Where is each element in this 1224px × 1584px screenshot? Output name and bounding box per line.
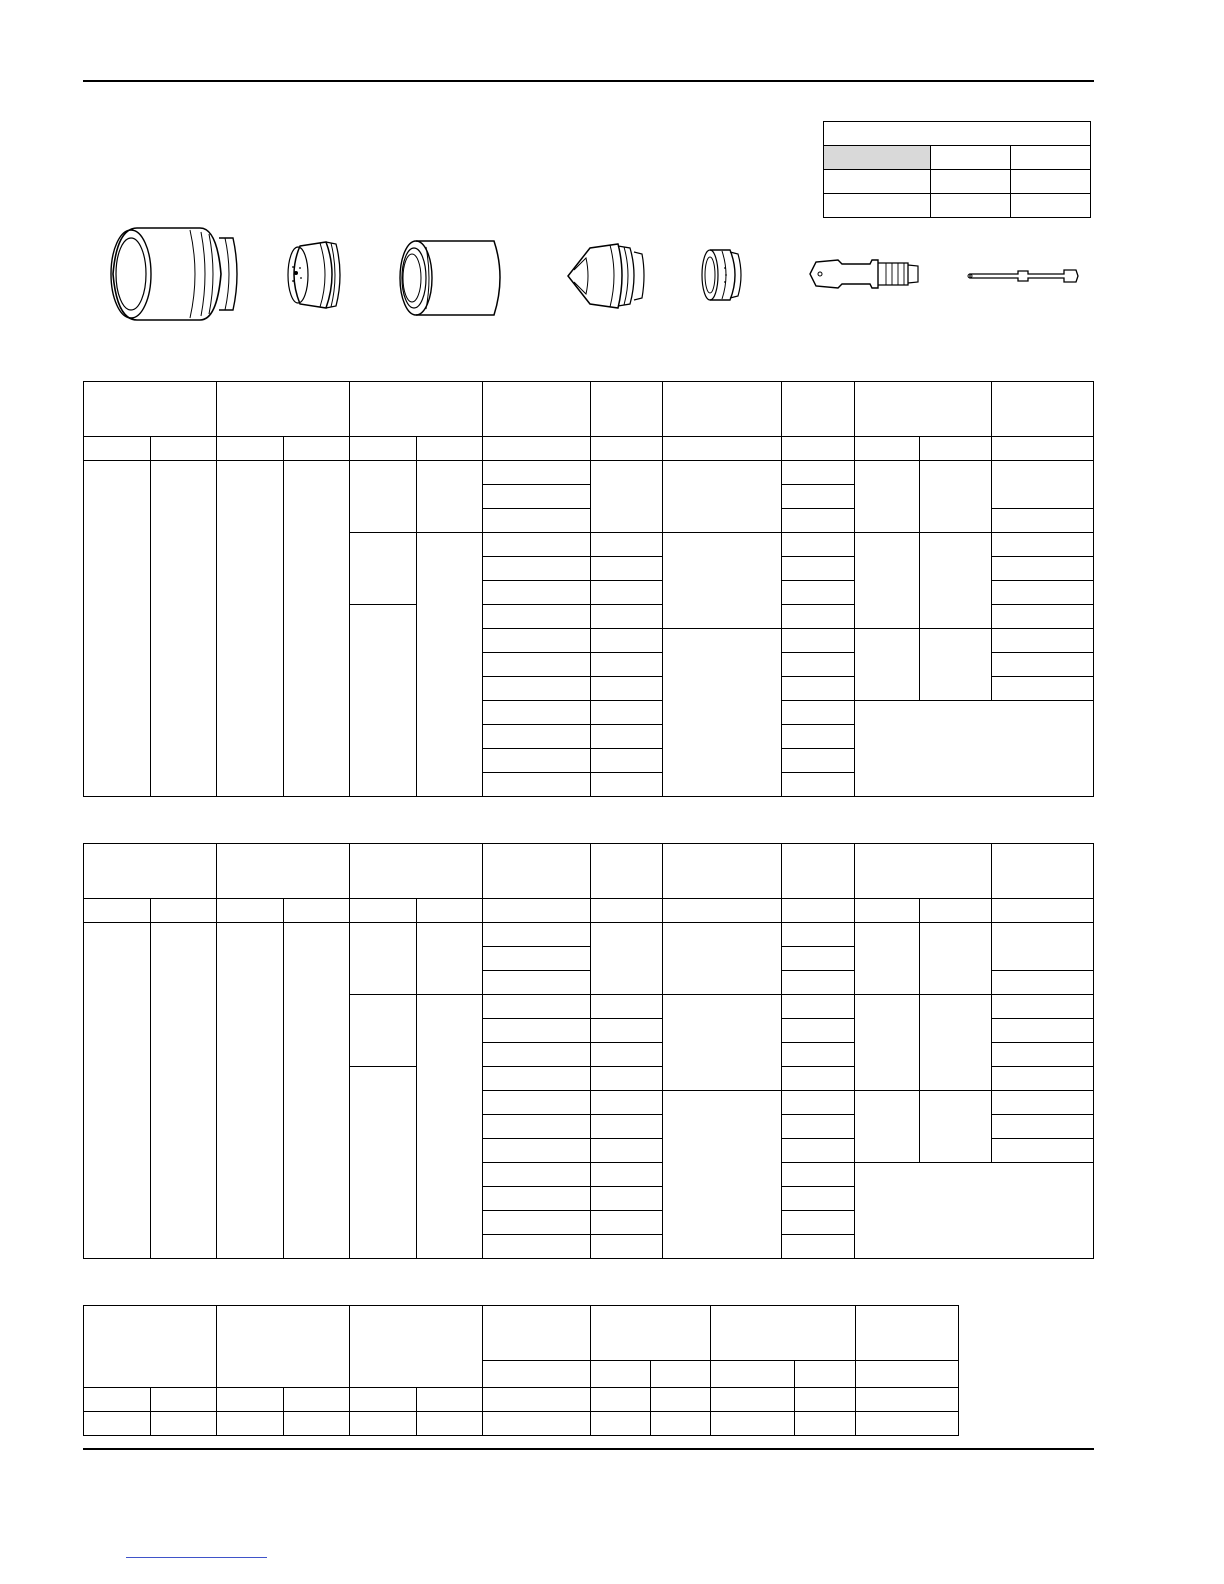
data-cell [920, 923, 992, 995]
data-cell [483, 1091, 591, 1115]
subheader-cell [84, 899, 151, 923]
data-cell [591, 653, 663, 677]
subheader-cell [350, 437, 417, 461]
data-cell [84, 1412, 151, 1436]
header-cell [84, 382, 217, 437]
data-cell [782, 557, 855, 581]
data-cell [920, 995, 992, 1091]
data-cell [855, 629, 920, 701]
header-cell [663, 382, 782, 437]
data-cell [782, 677, 855, 701]
summary-table [83, 1305, 959, 1436]
data-cell [483, 677, 591, 701]
data-cell [992, 533, 1094, 557]
data-cell [992, 629, 1094, 653]
data-cell [483, 971, 591, 995]
water-tube-part [966, 266, 1081, 286]
legend-cell [824, 146, 931, 170]
subheader-cell [795, 1361, 856, 1388]
subheader-cell [483, 437, 591, 461]
data-cell [591, 725, 663, 749]
data-cell [663, 1091, 782, 1259]
data-cell [591, 605, 663, 629]
data-cell [855, 701, 1094, 797]
subheader-cell [855, 437, 920, 461]
data-cell [992, 1043, 1094, 1067]
data-cell [782, 605, 855, 629]
data-cell [855, 1163, 1094, 1259]
data-cell [992, 677, 1094, 701]
data-cell [663, 923, 782, 995]
data-cell [151, 923, 217, 1259]
data-cell [992, 581, 1094, 605]
data-cell [483, 725, 591, 749]
data-cell [483, 1067, 591, 1091]
subheader-cell [591, 1361, 651, 1388]
data-cell [992, 1091, 1094, 1115]
data-cell [591, 1235, 663, 1259]
data-cell [855, 1091, 920, 1163]
subheader-cell [151, 899, 217, 923]
subheader-cell [711, 1361, 795, 1388]
header-cell [217, 844, 350, 899]
data-cell [217, 923, 284, 1259]
data-cell [782, 1067, 855, 1091]
data-cell [663, 629, 782, 797]
subheader-cell [151, 437, 217, 461]
data-cell [920, 461, 992, 533]
header-cell [992, 382, 1094, 437]
data-cell [483, 581, 591, 605]
subheader-cell [591, 437, 663, 461]
data-cell [483, 557, 591, 581]
data-cell [782, 509, 855, 533]
data-cell [663, 461, 782, 533]
legend-cell [1011, 170, 1091, 194]
top-rule [83, 80, 1094, 82]
header-cell [350, 1306, 483, 1388]
data-cell [992, 1139, 1094, 1163]
shield-part [105, 222, 245, 327]
data-cell [795, 1388, 856, 1412]
data-cell [483, 605, 591, 629]
data-cell [782, 725, 855, 749]
data-cell [284, 1412, 350, 1436]
legend-cell [931, 194, 1011, 218]
data-cell [483, 1043, 591, 1067]
data-cell [284, 461, 350, 797]
data-cell [483, 1019, 591, 1043]
data-cell [483, 701, 591, 725]
subheader-cell [782, 899, 855, 923]
subheader-cell [284, 437, 350, 461]
subheader-cell [217, 899, 284, 923]
data-cell [350, 1388, 417, 1412]
data-cell [417, 533, 483, 797]
data-cell [591, 995, 663, 1019]
data-cell [782, 947, 855, 971]
data-cell [591, 923, 663, 995]
data-cell [483, 1139, 591, 1163]
data-cell [591, 1043, 663, 1067]
data-cell [591, 773, 663, 797]
header-cell [663, 844, 782, 899]
data-cell [992, 461, 1094, 509]
header-cell [591, 382, 663, 437]
legend-cell [931, 146, 1011, 170]
data-cell [782, 533, 855, 557]
data-cell [782, 461, 855, 485]
data-cell [350, 995, 417, 1067]
data-cell [483, 1412, 591, 1436]
data-cell [992, 605, 1094, 629]
data-cell [782, 1235, 855, 1259]
data-cell [483, 947, 591, 971]
data-cell [992, 923, 1094, 971]
data-cell [591, 1211, 663, 1235]
data-cell [483, 533, 591, 557]
data-cell [663, 995, 782, 1091]
header-cell [856, 1306, 959, 1361]
data-cell [591, 581, 663, 605]
data-cell [483, 1187, 591, 1211]
data-cell [591, 629, 663, 653]
consumable-parts-row [100, 220, 1090, 335]
data-cell [591, 461, 663, 533]
data-cell [417, 923, 483, 995]
subheader-cell [417, 899, 483, 923]
data-cell [782, 581, 855, 605]
data-cell [711, 1412, 795, 1436]
subheader-cell [992, 437, 1094, 461]
bottom-rule [83, 1448, 1094, 1450]
data-cell [992, 1019, 1094, 1043]
data-cell [992, 509, 1094, 533]
header-cell [217, 1306, 350, 1388]
data-cell [151, 1388, 217, 1412]
subheader-cell [856, 1361, 959, 1388]
legend-cell [1011, 194, 1091, 218]
legend-title-cell [824, 122, 1091, 146]
header-cell [591, 844, 663, 899]
data-cell [483, 923, 591, 947]
data-cell [217, 1412, 284, 1436]
data-cell [84, 1388, 151, 1412]
header-cell [84, 1306, 217, 1388]
data-cell [350, 1412, 417, 1436]
data-cell [992, 1067, 1094, 1091]
data-cell [782, 1043, 855, 1067]
data-cell [855, 533, 920, 629]
process-table-2 [83, 843, 1094, 1259]
data-cell [350, 1067, 417, 1259]
data-cell [417, 1412, 483, 1436]
subheader-cell [483, 899, 591, 923]
data-cell [782, 1091, 855, 1115]
header-cell [350, 382, 483, 437]
data-cell [591, 1163, 663, 1187]
data-cell [417, 461, 483, 533]
data-cell [483, 1235, 591, 1259]
footer-link[interactable] [126, 1557, 267, 1558]
data-cell [591, 1019, 663, 1043]
data-cell [591, 1412, 651, 1436]
legend-cell [1011, 146, 1091, 170]
data-cell [483, 485, 591, 509]
legend-cell [931, 170, 1011, 194]
data-cell [782, 1187, 855, 1211]
data-cell [782, 1139, 855, 1163]
data-cell [483, 461, 591, 485]
data-cell [591, 677, 663, 701]
header-cell [350, 844, 483, 899]
subheader-cell [417, 437, 483, 461]
data-cell [782, 749, 855, 773]
data-cell [782, 485, 855, 509]
data-cell [591, 557, 663, 581]
data-cell [920, 1091, 992, 1163]
header-cell [855, 844, 992, 899]
header-cell [992, 844, 1094, 899]
data-cell [483, 1211, 591, 1235]
data-cell [795, 1412, 856, 1436]
data-cell [591, 1067, 663, 1091]
retaining-cap-part [390, 235, 510, 320]
data-cell [483, 1163, 591, 1187]
data-cell [350, 461, 417, 533]
subheader-cell [217, 437, 284, 461]
data-cell [782, 1115, 855, 1139]
data-cell [855, 923, 920, 995]
subheader-cell [920, 899, 992, 923]
swirl-ring-part [698, 246, 748, 304]
subheader-cell [663, 899, 782, 923]
data-cell [782, 701, 855, 725]
nozzle-part [560, 238, 650, 313]
subheader-cell [663, 437, 782, 461]
data-cell [920, 533, 992, 629]
data-cell [782, 1019, 855, 1043]
data-cell [663, 533, 782, 629]
data-cell [591, 1115, 663, 1139]
header-cell [782, 844, 855, 899]
data-cell [856, 1412, 959, 1436]
data-cell [417, 995, 483, 1259]
data-cell [992, 971, 1094, 995]
data-cell [591, 1091, 663, 1115]
subheader-cell [651, 1361, 711, 1388]
data-cell [483, 995, 591, 1019]
data-cell [350, 533, 417, 605]
data-cell [782, 995, 855, 1019]
data-cell [992, 995, 1094, 1019]
data-cell [350, 923, 417, 995]
subheader-cell [992, 899, 1094, 923]
data-cell [483, 1388, 591, 1412]
data-cell [151, 1412, 217, 1436]
header-cell [483, 382, 591, 437]
data-cell [992, 1115, 1094, 1139]
header-cell [217, 382, 350, 437]
legend-cell [824, 170, 931, 194]
data-cell [483, 629, 591, 653]
subheader-cell [84, 437, 151, 461]
data-cell [782, 629, 855, 653]
subheader-cell [855, 899, 920, 923]
data-cell [782, 1163, 855, 1187]
subheader-cell [920, 437, 992, 461]
header-cell [483, 844, 591, 899]
data-cell [483, 749, 591, 773]
data-cell [84, 461, 151, 797]
subheader-cell [483, 1361, 591, 1388]
subheader-cell [350, 899, 417, 923]
data-cell [591, 1139, 663, 1163]
data-cell [782, 773, 855, 797]
subheader-cell [284, 899, 350, 923]
data-cell [284, 1388, 350, 1412]
data-cell [651, 1388, 711, 1412]
subheader-cell [782, 437, 855, 461]
data-cell [217, 1388, 284, 1412]
data-cell [591, 1388, 651, 1412]
data-cell [84, 923, 151, 1259]
header-cell [711, 1306, 856, 1361]
data-cell [855, 461, 920, 533]
data-cell [711, 1388, 795, 1412]
data-cell [483, 773, 591, 797]
header-cell [483, 1306, 591, 1361]
process-table-1 [83, 381, 1094, 797]
data-cell [992, 557, 1094, 581]
legend-cell [824, 194, 931, 218]
data-cell [782, 923, 855, 947]
data-cell [483, 509, 591, 533]
data-cell [591, 1187, 663, 1211]
data-cell [855, 995, 920, 1091]
data-cell [151, 461, 217, 797]
header-cell [84, 844, 217, 899]
legend-table [823, 121, 1091, 218]
subheader-cell [591, 899, 663, 923]
header-cell [782, 382, 855, 437]
data-cell [591, 749, 663, 773]
data-cell [782, 1211, 855, 1235]
data-cell [417, 1388, 483, 1412]
data-cell [992, 653, 1094, 677]
data-cell [483, 1115, 591, 1139]
data-cell [782, 971, 855, 995]
header-cell [591, 1306, 711, 1361]
data-cell [483, 653, 591, 677]
data-cell [651, 1412, 711, 1436]
data-cell [920, 629, 992, 701]
data-cell [782, 653, 855, 677]
header-cell [855, 382, 992, 437]
data-cell [284, 923, 350, 1259]
electrode-part [806, 254, 926, 294]
shield-cap-part [280, 238, 350, 313]
data-cell [591, 533, 663, 557]
data-cell [217, 461, 284, 797]
data-cell [856, 1388, 959, 1412]
data-cell [350, 605, 417, 797]
data-cell [591, 701, 663, 725]
